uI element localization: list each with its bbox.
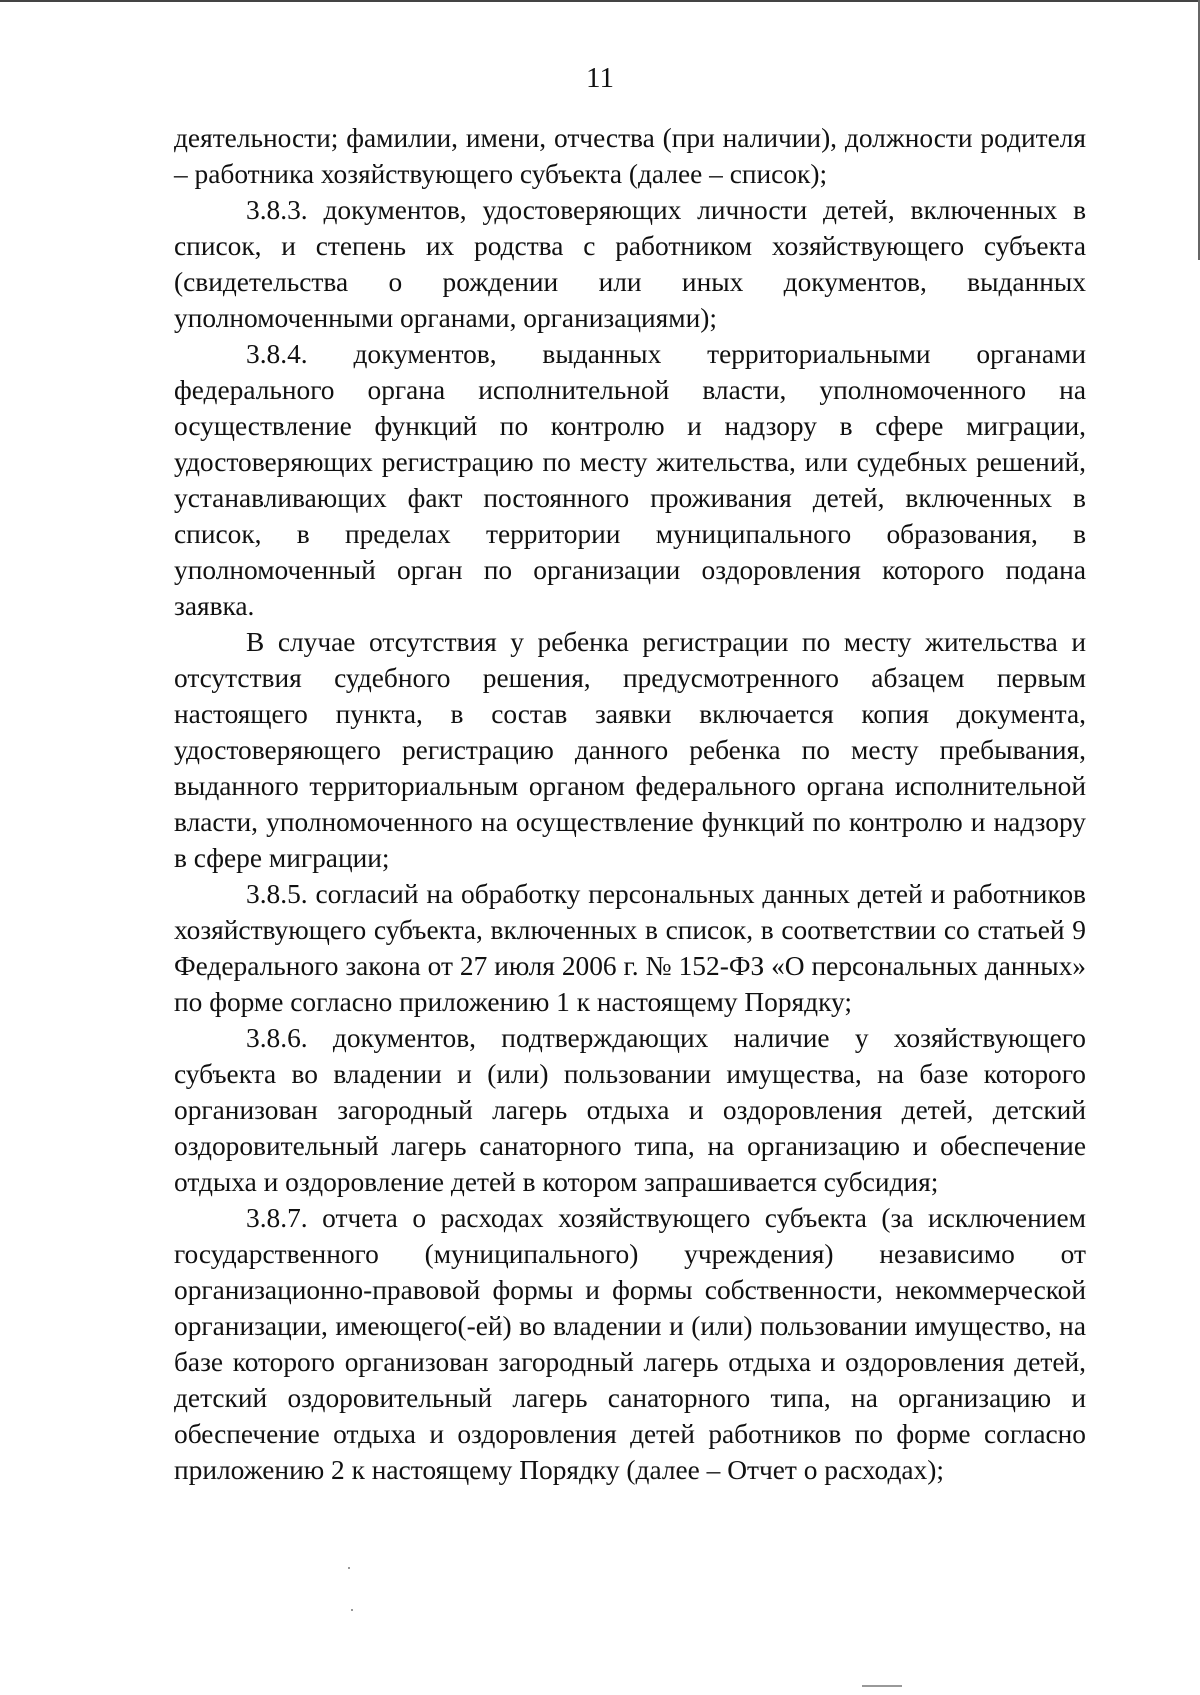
paragraph-3-8-6: 3.8.6. документов, подтверждающих наличие у хозяйствующего субъекта во владении и (или) пользовании имущества, на базе которого организован загородный лагерь отдыха и оздоровления детей, детский оздоровительный лагерь санаторного типа, на организацию и обеспечение отдыха и оздоровление детей в котором запрашивается субсидия; (174, 1023, 1086, 1197)
page-number: 11 (586, 62, 614, 94)
document-body (174, 120, 1086, 1488)
scan-speck (348, 1567, 350, 1569)
scan-border-top (0, 0, 1200, 2)
paragraph-3-8-5: 3.8.5. согласий на обработку персональных данных детей и работников хозяйствующего субъекта, включенных в список, в соответствии со статьей 9 Федерального закона от 27 июля 2006 г. № 152-ФЗ «О персональных данных» по форме согласно приложению 1 к настоящему Порядку; (174, 879, 1086, 1017)
paragraph-no-registration: В случае отсутствия у ребенка регистрации по месту жительства и отсутствия судебного решения, предусмотренного абзацем первым настоящего пункта, в состав заявки включается копия документа, удостоверяющего регистрацию данного ребенка по месту пребывания, выданного территориальным органом федерального органа исполнительной власти, уполномоченного на осуществление функций по контролю и надзору в сфере миграции; (174, 627, 1086, 873)
paragraph-3-8-4: 3.8.4. документов, выданных территориальными органами федерального органа исполнительной власти, уполномоченного на осуществление функций по контролю и надзору в сфере миграции, удостоверяющих регистрацию по месту жительства, или судебных решений, устанавливающих факт постоянного проживания детей, включенных в список, в пределах территории муниципального образования, в уполномоченный орган по организации оздоровления которого подана заявка. (174, 339, 1086, 621)
scan-speck (351, 1609, 353, 1611)
paragraph-3-8-3: 3.8.3. документов, удостоверяющих личности детей, включенных в список, и степень их родства с работником хозяйствующего субъекта (свидетельства о рождении или иных документов, выданных уполномоченными органами, организациями); (174, 195, 1086, 333)
paragraph-3-8-7: 3.8.7. отчета о расходах хозяйствующего субъекта (за исключением государственного (муниципального) учреждения) независимо от организационно-правовой формы и формы собственности, некоммерческой организации, имеющего(-ей) во владении и (или) пользовании имущество, на базе которого организован загородный лагерь отдыха и оздоровления детей, детский оздоровительный лагерь санаторного типа, на организацию и обеспечение отдыха и оздоровления детей работников по форме согласно приложению 2 к настоящему Порядку (далее – Отчет о расходах); (174, 1203, 1086, 1485)
paragraph-continuation: деятельности; фамилии, имени, отчества (при наличии), должности родителя – работника хозяйствующего субъекта (далее – список); (174, 123, 1086, 189)
scan-speck (862, 1685, 902, 1687)
